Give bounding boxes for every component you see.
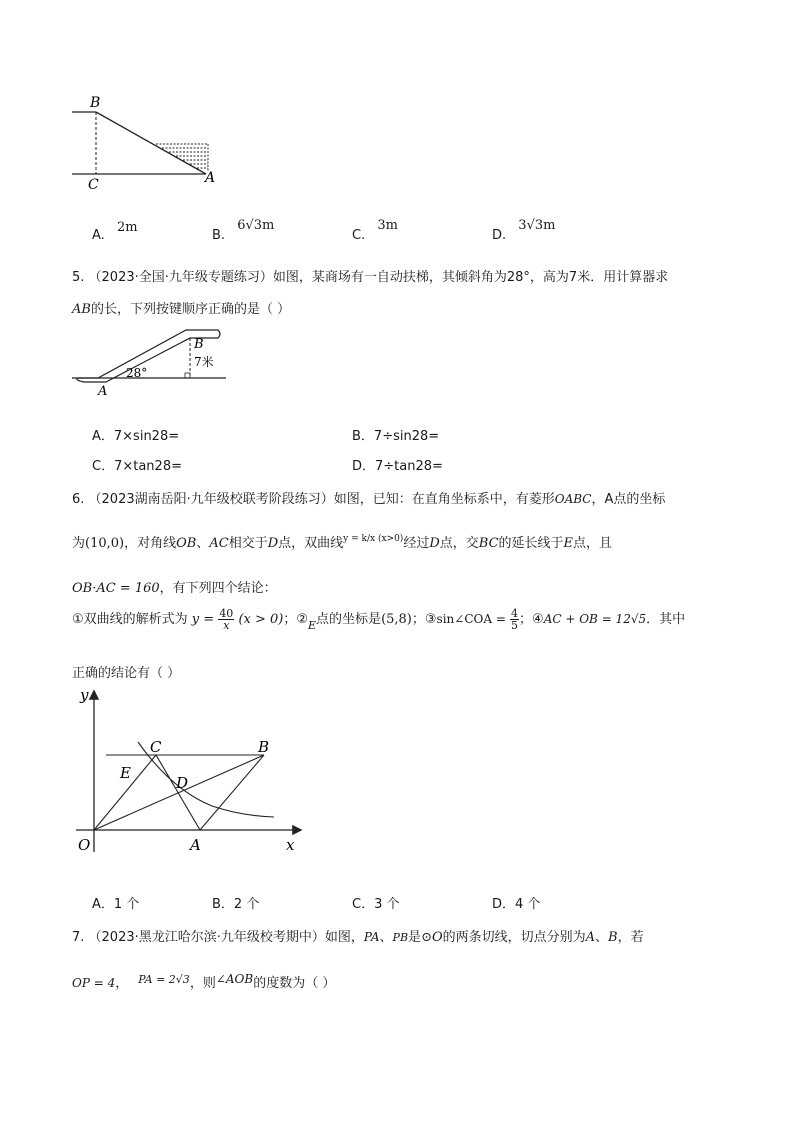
q6-line2-text-b: ，对角线 <box>124 536 177 551</box>
q6-frac-den: x <box>218 619 234 631</box>
q6-line3-text: ，有下列四个结论： <box>159 581 277 596</box>
q6-label-a: A <box>190 836 201 854</box>
q6-line1-text-b: ，A点的坐标 <box>591 492 666 507</box>
q5-option-b[interactable]: B．7÷sin28= <box>352 429 440 444</box>
q7-line2 <box>72 972 335 991</box>
q5-figure <box>68 320 238 400</box>
q6-figure <box>62 684 312 859</box>
q7-var-pa: PA <box>363 930 380 944</box>
q4-option-a[interactable] <box>92 220 138 243</box>
q7-var-pb: PB <box>392 931 409 944</box>
q4-label-a: A <box>205 170 216 186</box>
q7-op-eq: OP = 4 <box>72 976 116 990</box>
q6-line2-text-g: 点，交 <box>439 536 479 551</box>
q7-line1-text-c: 的两条切线，切点分别为 <box>442 930 586 945</box>
q6-conclusion-2-text: 点的坐标是 <box>316 612 382 627</box>
q6-line2-sep: 、 <box>196 536 210 551</box>
q6-point-e: (5,8) <box>381 612 412 627</box>
q5-var-ab: AB <box>72 302 91 317</box>
q7-line1 <box>72 926 644 945</box>
q6-sfrac-num: 4 <box>511 607 519 620</box>
q7-angle-aob: ∠AOB <box>215 972 254 986</box>
q6-conclusion-3: ；③ <box>411 612 437 627</box>
q5-label-b: B <box>194 337 204 352</box>
q6-option-b[interactable]: B．2 个 <box>212 897 260 912</box>
q6-label-e: E <box>120 764 131 782</box>
q6-line1-text-a: 6. （2023湖南岳阳·九年级校联考阶段练习）如图，已知：在直角坐标系中，有菱形 <box>72 492 555 507</box>
q4-option-b[interactable] <box>212 218 275 243</box>
q6-line2-text-d: 相交于 <box>228 536 268 551</box>
q6-label-y: y <box>80 686 89 704</box>
q4-label-b: B <box>90 95 101 111</box>
q6-var-d: D <box>267 536 279 551</box>
q6-sum-eq: AC + OB = 12√5 <box>543 612 647 626</box>
q7-line1-text-d: 、 <box>595 930 609 945</box>
q6-var-bc: BC <box>478 536 499 551</box>
q6-line5: 正确的结论有（ ） <box>72 666 181 681</box>
q6-var-ac: AC <box>209 536 229 551</box>
q5-label-height: 7米 <box>194 355 214 369</box>
q6-label-b: B <box>258 738 270 756</box>
q4-option-d-letter: D. <box>492 228 507 243</box>
q4-option-d[interactable] <box>492 218 556 243</box>
q6-var-e: E <box>563 536 574 551</box>
q6-label-d: D <box>176 774 189 792</box>
q4-option-d-value: 3√3m <box>518 218 556 233</box>
q6-label-o: O <box>78 836 91 854</box>
q4-label-c: C <box>88 177 99 192</box>
q5-option-a[interactable]: A．7×sin28= <box>92 429 180 444</box>
q7-var-b: B <box>608 930 618 945</box>
q7-line2-text-c: 的度数为（ ） <box>253 976 336 991</box>
q4-option-a-value: 2m <box>116 220 138 235</box>
q6-line2-text-f: 经过 <box>403 536 430 551</box>
q6-point-a: (10,0) <box>85 536 125 551</box>
q5-right-angle <box>185 373 190 378</box>
q7-pa-eq: PA = 2√3 <box>138 973 190 986</box>
q6-option-c[interactable]: C．3 个 <box>352 897 400 912</box>
q6-curve-eq: y = k/x (x>0) <box>343 534 404 544</box>
q6-product-eq: OB·AC = 160 <box>72 581 160 596</box>
q6-option-d[interactable]: D．4 个 <box>492 897 541 912</box>
q5-line2 <box>72 298 290 317</box>
q5-option-d[interactable]: D．7÷tan28= <box>352 459 443 474</box>
q6-conclusion-2: ；② <box>283 612 309 627</box>
q6-eq-y: y = <box>191 612 215 627</box>
q4-figure <box>60 92 230 192</box>
q4-option-a-letter: A. <box>92 228 105 243</box>
q4-slope-line <box>96 112 206 174</box>
q7-line2-text-b: ，则 <box>189 976 216 991</box>
q5-label-angle: 28° <box>126 366 148 380</box>
q7-line1-text-e: ，若 <box>617 930 644 945</box>
q6-line4 <box>72 608 685 631</box>
q6-line2-text-h: 的延长线于 <box>498 536 564 551</box>
q6-sin: sin∠COA = <box>436 612 506 626</box>
q6-line2-text-e: 点，双曲线 <box>278 536 344 551</box>
q5-label-a: A <box>98 384 108 399</box>
q7-sep: 、 <box>379 930 393 945</box>
q6-line2-text-a: 为 <box>72 536 86 551</box>
q6-conclusion-1: ①双曲线的解析式为 <box>72 612 188 627</box>
q7-line1-text-a: 7. （2023·黑龙江哈尔滨·九年级校考期中）如图， <box>72 930 364 945</box>
q7-var-a: A <box>585 930 596 945</box>
q4-water-hatch <box>156 144 208 172</box>
q6-line3 <box>72 577 277 596</box>
q6-conclusion-4: ；④ <box>519 612 544 627</box>
q6-fraction-45 <box>510 608 519 631</box>
q4-option-b-value: 6√3m <box>237 218 275 233</box>
q7-line1-text-b: 是 <box>408 930 422 945</box>
q7-comma: ， <box>115 976 129 991</box>
q4-option-b-letter: B. <box>212 228 226 243</box>
q6-var-oabc: OABC <box>554 492 592 506</box>
q4-option-c[interactable] <box>352 218 398 243</box>
q6-side-ab <box>200 755 264 830</box>
q6-label-c: C <box>150 738 162 756</box>
q6-var-e2: E <box>308 619 317 632</box>
q6-line1 <box>72 488 665 507</box>
q6-line2-text-i: 点，且 <box>573 536 613 551</box>
q6-frac-num: 40 <box>219 607 234 620</box>
q6-option-a[interactable]: A．1 个 <box>92 897 140 912</box>
q4-option-c-value: 3m <box>377 218 398 233</box>
q6-var-ob: OB <box>176 536 197 551</box>
q6-var-d2: D <box>429 536 440 551</box>
q4-option-c-letter: C. <box>352 228 366 243</box>
q5-line1: 5. （2023·全国·九年级专题练习）如图，某商场有一自动扶梯，其倾斜角为28°，高为7米．用计算器求 <box>72 270 669 285</box>
q6-sfrac-den: 5 <box>511 619 519 632</box>
q6-label-x: x <box>286 836 295 854</box>
q6-line2 <box>72 532 612 551</box>
q7-circle-o: ⊙O <box>421 930 443 945</box>
q6-fraction-40x <box>218 608 234 631</box>
q5-option-c[interactable]: C．7×tan28= <box>92 459 182 474</box>
q6-cond: (x > 0) <box>238 612 284 627</box>
q6-diag-ac <box>156 755 200 830</box>
q6-line4-end: ．其中 <box>646 612 686 627</box>
q5-line2-text: 的长，下列按键顺序正确的是（ ） <box>90 302 291 317</box>
